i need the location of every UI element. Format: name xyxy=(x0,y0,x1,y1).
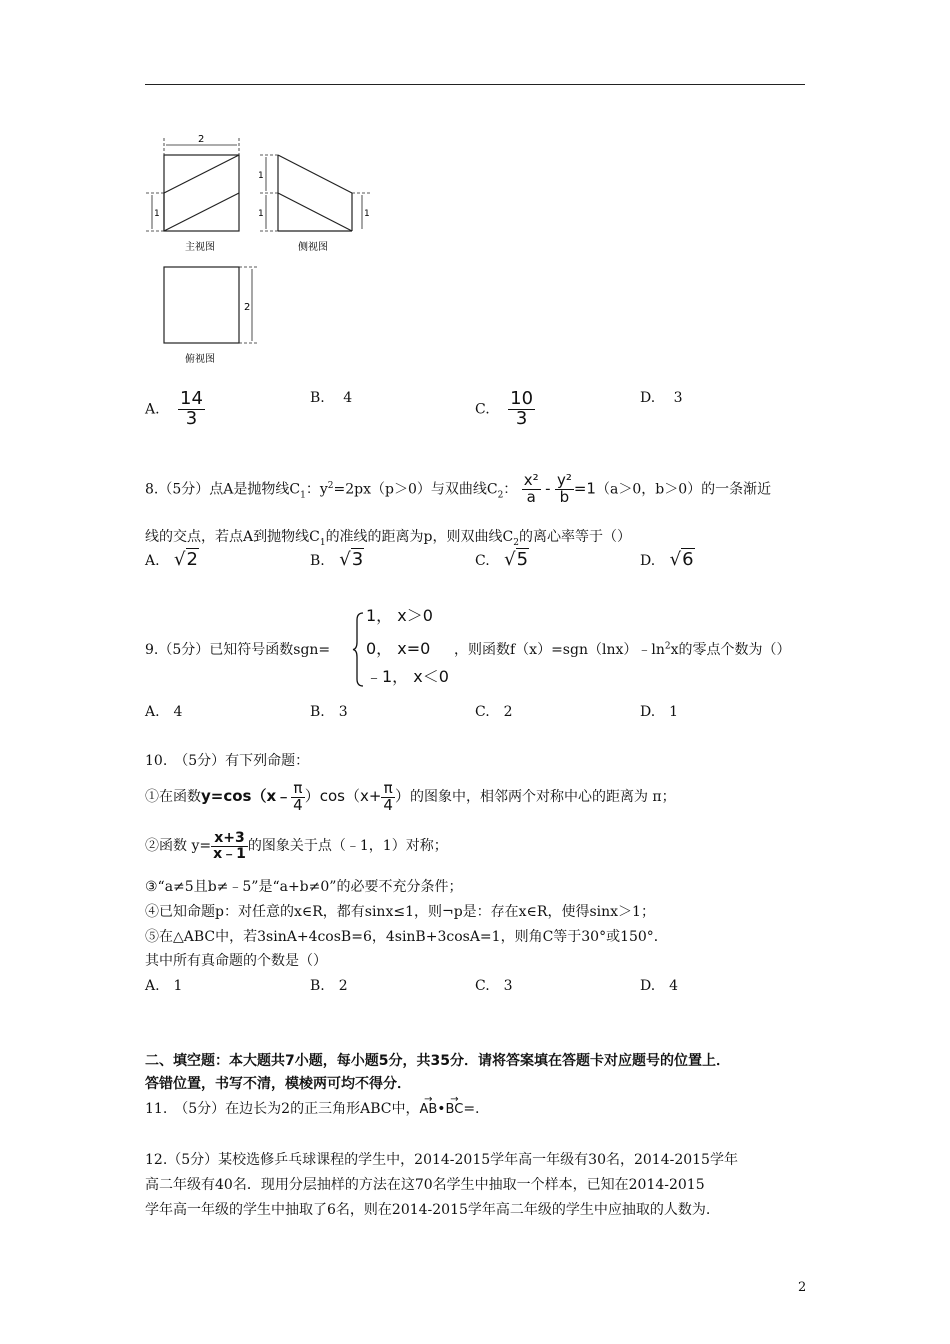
fraction xyxy=(381,778,395,814)
q10-option-b[interactable]: B. 2 xyxy=(310,978,348,994)
q8-option-c[interactable] xyxy=(475,549,529,570)
numerator: y² xyxy=(556,471,572,490)
denominator: 4 xyxy=(293,795,303,814)
denominator: x﹣1 xyxy=(213,845,246,862)
q9-text: x的零点个数为（） xyxy=(670,642,791,658)
q10-statement-1 xyxy=(145,776,676,817)
q10-statement-3: ③“a≠5且b≠﹣5”是“a+b≠0”的必要不充分条件； xyxy=(145,879,463,895)
q10-option-a[interactable]: A. 1 xyxy=(145,978,183,994)
numerator: x+3 xyxy=(211,831,248,847)
q10-question: 其中所有真命题的个数是（） xyxy=(145,953,327,969)
fraction xyxy=(508,390,535,429)
q9-prefix: 9.（5分）已知符号函数sgn= xyxy=(145,642,331,658)
label-side-view: 侧视图 xyxy=(298,242,328,253)
option-letter: D. xyxy=(640,553,656,569)
option-letter: D. xyxy=(640,390,656,406)
sqrt-icon: √6 xyxy=(669,549,694,570)
sqrt-icon: √3 xyxy=(339,549,364,570)
vector-label: BC xyxy=(445,1102,464,1117)
fraction xyxy=(555,473,574,506)
numerator: 10 xyxy=(510,388,534,409)
q10-statement-5: ⑤在△ABC中，若3sinA+4cosB=6，4sinB+3cosA=1，则角C等于30°或150°． xyxy=(145,929,668,945)
numerator: π xyxy=(381,781,395,798)
left-brace-icon xyxy=(352,612,364,687)
subscript: 2 xyxy=(513,537,519,548)
equals: =1 xyxy=(573,479,596,498)
sqrt-icon: √5 xyxy=(504,549,529,570)
q10-option-c[interactable]: C. 3 xyxy=(475,978,513,994)
q11-text: =. xyxy=(463,1101,480,1117)
fraction xyxy=(522,473,541,506)
q10-text: 的图象关于点（﹣1，1）对称； xyxy=(247,838,448,854)
q11-text: 11. （5分）在边长为2的正三角形ABC中， xyxy=(145,1101,420,1117)
option-letter: B. xyxy=(310,390,325,406)
q8-stem xyxy=(145,466,771,515)
vector-label: AB xyxy=(419,1102,438,1117)
q9-option-a[interactable]: A. 4 xyxy=(145,704,183,720)
numerator: 14 xyxy=(180,388,203,409)
denominator: 3 xyxy=(515,407,528,429)
section-heading: 二、填空题：本大题共7小题，每小题5分，共35分．请将答案填在答题卡对应题号的位置上． xyxy=(145,1053,730,1069)
dim-side-lower: 1 xyxy=(258,209,264,219)
option-value: 4 xyxy=(343,390,353,406)
section-instructions: 答错位置，书写不清，模棱两可均不得分． xyxy=(145,1076,411,1092)
q8-text: ：y xyxy=(305,481,328,498)
minus-sign: - xyxy=(545,479,551,498)
case-2: 0， x=0 xyxy=(366,639,431,658)
q8-text: ： xyxy=(503,481,518,498)
q12-line-2: 高二年级有40名．现用分层抽样的方法在这70名学生中抽取一个样本，已知在2014-2015 xyxy=(145,1177,705,1193)
sqrt-icon: √2 xyxy=(174,549,198,570)
q8-option-a[interactable] xyxy=(145,549,199,570)
numerator: π xyxy=(291,781,305,798)
q12-line-3: 学年高一年级的学生中抽取了6名，则在2014-2015学年高二年级的学生中应抽取的人数为. xyxy=(145,1202,711,1218)
fraction xyxy=(291,778,305,814)
dot-operator: • xyxy=(437,1101,446,1117)
option-letter: B. xyxy=(310,553,325,569)
fraction xyxy=(211,831,248,861)
formula: ）cos（x+ xyxy=(304,787,382,805)
option-letter: A. xyxy=(145,401,160,418)
dim-top-view: 2 xyxy=(244,302,251,313)
formula: ） xyxy=(394,787,410,805)
option-letter: C. xyxy=(475,401,490,418)
denominator: a xyxy=(526,488,536,507)
q10-text: ②函数 y= xyxy=(145,838,212,854)
label-top-view: 俯视图 xyxy=(185,354,215,365)
arrow-icon: → xyxy=(450,1094,459,1105)
q7-option-d[interactable] xyxy=(640,390,683,406)
q10-title: 10. （5分）有下列命题： xyxy=(145,753,310,769)
dim-side-upper: 1 xyxy=(258,171,264,181)
option-letter: A. xyxy=(145,553,160,569)
q10-text: ①在函数 xyxy=(145,789,201,805)
q9-option-d[interactable]: D. 1 xyxy=(640,704,679,720)
radicand: 5 xyxy=(516,549,529,570)
header-rule xyxy=(145,84,805,85)
fraction xyxy=(178,390,205,429)
q8-text: 线的交点，若点A到抛物线C xyxy=(145,529,320,545)
q8-option-b[interactable] xyxy=(310,549,364,570)
radicand: 2 xyxy=(186,549,198,570)
q9-text: ，则函数f（x）=sgn（lnx）﹣ln xyxy=(454,642,665,658)
dim-top-width: 2 xyxy=(198,134,205,145)
radicand: 3 xyxy=(351,549,364,570)
vector-bc xyxy=(445,1094,464,1117)
q8-text: 的离心率等于（） xyxy=(518,529,631,545)
case-3: ﹣1， x＜0 xyxy=(366,667,449,686)
three-view-figure xyxy=(140,130,380,370)
radicand: 6 xyxy=(682,549,694,570)
denominator: b xyxy=(559,488,570,507)
q7-option-c[interactable] xyxy=(475,390,535,429)
option-letter: C. xyxy=(475,553,490,569)
q12-line-1: 12.（5分）某校选修乒乓球课程的学生中，2014-2015学年高一年级有30名，2014-2015学年 xyxy=(145,1152,738,1168)
q10-statement-2 xyxy=(145,826,448,866)
q8-option-d[interactable] xyxy=(640,549,695,570)
q8-text: （a＞0，b＞0）的一条渐近 xyxy=(595,481,772,498)
superscript: 2 xyxy=(664,641,671,652)
denominator: 4 xyxy=(383,795,393,814)
q7-option-a[interactable] xyxy=(145,390,205,429)
dim-front-height: 1 xyxy=(154,209,160,219)
subscript: 2 xyxy=(497,490,504,501)
superscript: 2 xyxy=(327,481,334,491)
q9-suffix xyxy=(454,639,791,659)
q9-option-c[interactable]: C. 2 xyxy=(475,704,513,720)
vector-ab xyxy=(419,1094,438,1117)
label-front-view: 主视图 xyxy=(185,242,215,253)
dim-side-right: 1 xyxy=(364,209,370,219)
subscript: 1 xyxy=(300,490,306,501)
q7-option-b[interactable] xyxy=(310,390,352,406)
subscript: 1 xyxy=(319,537,326,548)
option-value: 3 xyxy=(673,390,683,406)
arrow-icon: → xyxy=(424,1094,433,1105)
page-number: 2 xyxy=(798,1280,807,1295)
q8-text: =2px（p＞0）与双曲线C xyxy=(333,481,498,498)
formula: y=cos（x﹣ xyxy=(201,787,292,805)
q11-stem xyxy=(145,1094,480,1118)
case-1: 1， x＞0 xyxy=(366,606,433,625)
q10-option-d[interactable]: D. 4 xyxy=(640,978,679,994)
denominator: 3 xyxy=(185,407,198,429)
q10-text: 的图象中，相邻两个对称中心的距离为 π； xyxy=(409,789,676,805)
q8-text: 8.（5分）点A是抛物线C xyxy=(145,481,301,498)
q9-option-b[interactable]: B. 3 xyxy=(310,704,348,720)
q8-text: 的准线的距离为p，则双曲线C xyxy=(325,529,514,545)
numerator: x² xyxy=(523,471,539,490)
q8-stem-line2 xyxy=(145,526,631,548)
q10-statement-4: ④已知命题p：对任意的x∈R，都有sinx≤1，则¬p是：存在x∈R，使得sinx＞1； xyxy=(145,904,655,920)
